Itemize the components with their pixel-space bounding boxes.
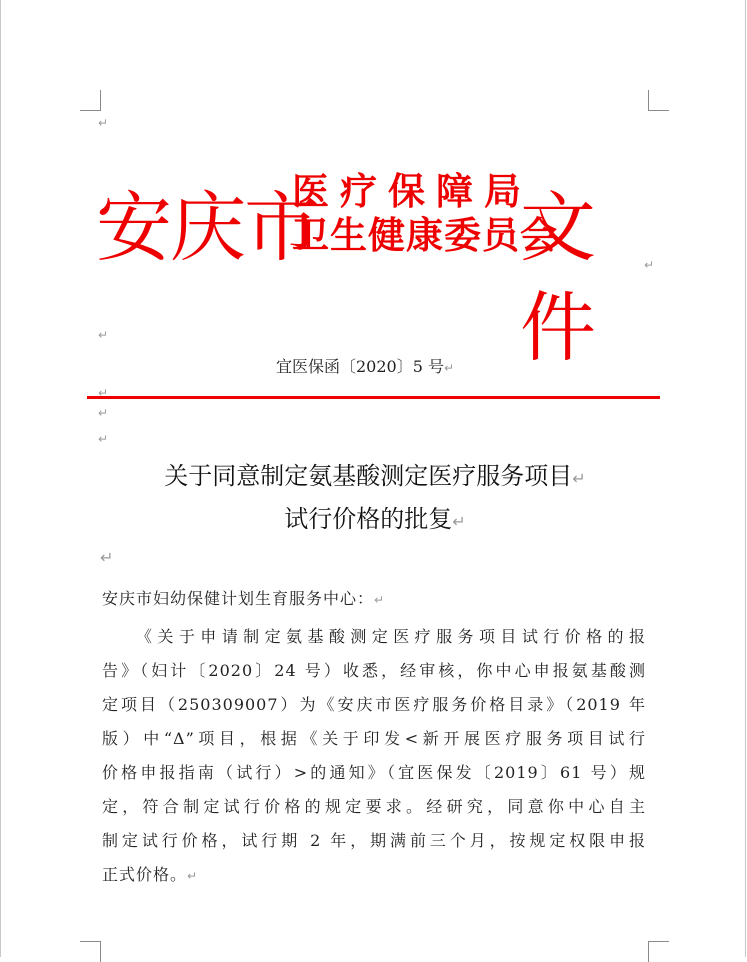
body-paragraph <box>102 620 646 893</box>
paragraph-mark: ↵ <box>98 116 109 130</box>
page-edge-left <box>0 0 1 957</box>
body-line: 价格申报指南（试行）>的通知》（宜医保发〔2019〕61 号）规 <box>102 763 646 782</box>
paragraph-mark: ↵ <box>187 869 199 883</box>
paragraph-mark: ↵ <box>100 548 114 567</box>
page-edge-right <box>745 0 746 957</box>
paragraph-mark: ↵ <box>98 328 109 342</box>
crop-mark-top-left <box>80 90 101 111</box>
crop-mark-top-right <box>648 90 669 111</box>
header-org-medical-security: 医疗保障局 <box>292 170 532 213</box>
body-line: 《关于申请制定氨基酸测定医疗服务项目试行价格的报 <box>136 627 646 646</box>
crop-mark-bottom-right <box>648 941 669 962</box>
salutation <box>102 586 385 609</box>
header-document-label: 文件 <box>520 183 596 372</box>
body-line-last: 正式价格。↵ <box>102 865 199 884</box>
paragraph-mark: ↵ <box>374 593 386 607</box>
body-line: 定项目（250309007）为《安庆市医疗服务价格目录》（2019 年 <box>102 695 646 714</box>
paragraph-mark: ↵ <box>452 512 466 531</box>
title-line-2: 试行价格的批复↵ <box>284 505 466 533</box>
document-number <box>276 354 454 377</box>
header-org-health-commission: 卫生健康委员会 <box>292 214 558 257</box>
red-separator-line <box>87 396 660 399</box>
header-city: 安庆市 <box>96 183 318 272</box>
paragraph-mark: ↵ <box>98 432 109 446</box>
paragraph-mark: ↵ <box>98 406 109 420</box>
paragraph-mark: ↵ <box>644 258 655 272</box>
paragraph-mark: ↵ <box>572 469 586 488</box>
body-line: 版）中“Δ”项目，根据《关于印发<新开展医疗服务项目试行 <box>102 729 646 748</box>
salutation-text: 安庆市妇幼保健计划生育服务中心： <box>102 589 375 608</box>
header-organizations <box>292 170 558 258</box>
paragraph-mark: ↵ <box>444 361 455 375</box>
document-title <box>90 456 660 542</box>
body-line: 定，符合制定试行价格的规定要求。经研究，同意你中心自主 <box>102 797 646 816</box>
body-line: 告》（妇计〔2020〕24 号）收悉，经审核，你中心申报氨基酸测 <box>102 661 646 680</box>
body-line: 制定试行价格，试行期 2 年，期满前三个月，按规定权限申报 <box>102 831 646 850</box>
paragraph-mark: ↵ <box>98 386 109 400</box>
title-line-1: 关于同意制定氨基酸测定医疗服务项目↵ <box>164 462 586 490</box>
crop-mark-bottom-left <box>80 941 101 962</box>
document-number-text: 宜医保函〔2020〕5 号 <box>276 357 444 376</box>
